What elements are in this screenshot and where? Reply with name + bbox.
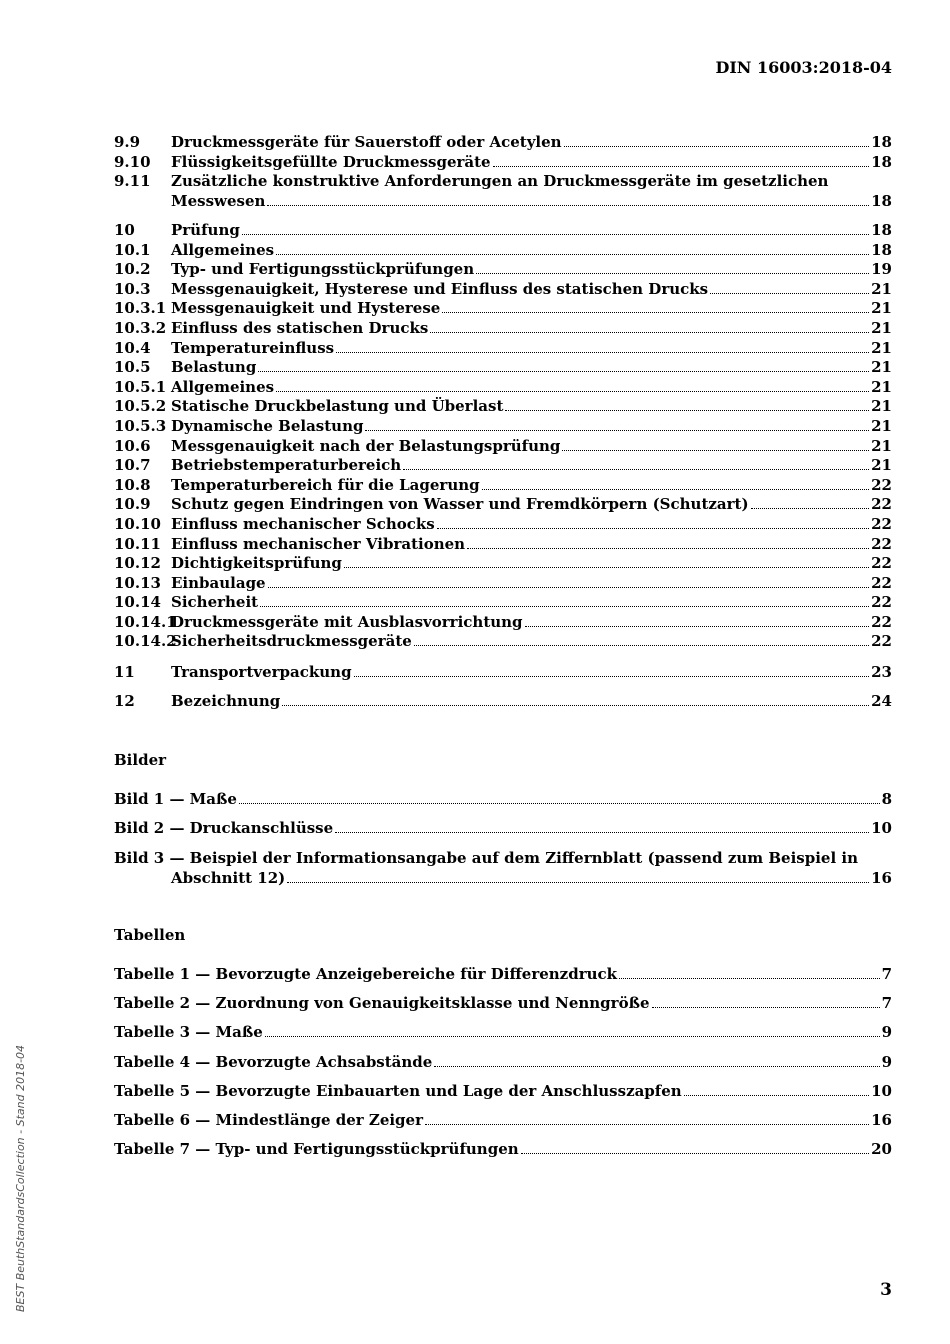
toc-number: 11 <box>114 663 135 681</box>
toc-number: 9.11 <box>114 172 151 191</box>
table-entry[interactable] <box>114 965 892 985</box>
toc-title: Messgenauigkeit, Hysterese und Einfluss des statischen Drucks <box>171 279 709 298</box>
toc-number: 9.10 <box>114 152 151 171</box>
table-title: Tabelle 4 — Bevorzugte Achsabstände <box>114 1052 433 1071</box>
toc-entry[interactable] <box>114 153 892 173</box>
toc-entry[interactable] <box>114 221 892 241</box>
toc-title: Transportverpackung <box>171 663 352 681</box>
dot-leader <box>258 371 869 372</box>
table-page: 7 <box>881 994 892 1013</box>
toc-entry[interactable] <box>114 692 892 712</box>
toc-entry[interactable] <box>114 593 892 613</box>
toc-number: 10.3 <box>114 279 151 298</box>
toc-entry[interactable] <box>114 378 892 398</box>
toc-page: 18 <box>871 221 892 239</box>
toc-entry[interactable] <box>114 437 892 457</box>
toc-page: 22 <box>871 593 892 612</box>
table-page: 7 <box>881 965 892 983</box>
dot-leader <box>564 146 870 147</box>
toc-page: 21 <box>871 436 892 455</box>
table-entry[interactable] <box>114 994 892 1014</box>
toc-entry[interactable] <box>114 339 892 359</box>
toc-number: 10.3.1 <box>114 299 167 318</box>
toc-page: 21 <box>871 456 892 475</box>
toc-page: 18 <box>871 191 892 210</box>
toc-page: 18 <box>871 133 892 151</box>
toc-number: 10.1 <box>114 240 151 259</box>
toc-number: 10.9 <box>114 495 151 514</box>
dot-leader <box>414 645 869 646</box>
toc-number: 10.7 <box>114 456 151 475</box>
table-title: Tabelle 5 — Bevorzugte Einbauarten und Lage der Anschlusszapfen <box>114 1081 682 1100</box>
toc-page: 22 <box>871 475 892 494</box>
toc-entry[interactable] <box>114 495 892 515</box>
figure-page: 8 <box>881 790 892 808</box>
toc-number: 10 <box>114 221 135 239</box>
figure-page: 16 <box>871 869 892 887</box>
toc-page: 22 <box>871 573 892 592</box>
toc-number: 10.2 <box>114 260 151 279</box>
toc-page: 21 <box>871 279 892 298</box>
toc-page: 21 <box>871 416 892 435</box>
dot-leader <box>335 832 869 833</box>
toc-title: Allgemeines <box>171 377 275 396</box>
dot-leader <box>239 803 880 804</box>
toc-title: Temperaturbereich für die Lagerung <box>171 475 480 494</box>
figures-heading: Bilder <box>114 751 167 769</box>
figure-title: Bild 3 — Beispiel der Informationsangabe auf dem Ziffernblatt (passend zum Beispiel in <box>114 849 858 867</box>
dot-leader <box>684 1095 869 1096</box>
toc-number: 10.12 <box>114 554 161 573</box>
toc-title: Dynamische Belastung <box>171 416 364 435</box>
toc-entry[interactable] <box>114 299 892 319</box>
toc-entry-continuation[interactable] <box>114 192 892 212</box>
toc-number: 10.10 <box>114 514 161 533</box>
table-entry[interactable] <box>114 1023 892 1043</box>
page-number: 3 <box>880 1280 892 1300</box>
table-title: Tabelle 1 — Bevorzugte Anzeigebereiche für Differenzdruck <box>114 965 618 983</box>
toc-entry[interactable] <box>114 476 892 496</box>
dot-leader <box>242 234 869 235</box>
toc-title: Bezeichnung <box>171 692 281 710</box>
toc-entry[interactable] <box>114 260 892 280</box>
toc-title: Zusätzliche konstruktive Anforderungen an Druckmessgeräte im gesetzlichen <box>171 172 829 191</box>
toc-page: 22 <box>871 612 892 631</box>
dot-leader <box>505 410 869 411</box>
table-title: Tabelle 2 — Zuordnung von Genauigkeitsklasse und Nenngröße <box>114 994 650 1013</box>
toc-title: Belastung <box>171 358 257 377</box>
toc-number: 10.14 <box>114 593 161 612</box>
toc-title: Schutz gegen Eindringen von Wasser und Fremdkörpern (Schutzart) <box>171 495 749 514</box>
toc-entry[interactable] <box>114 574 892 594</box>
toc-page: 21 <box>871 299 892 318</box>
toc-title: Allgemeines <box>171 240 275 259</box>
dot-leader <box>652 1007 880 1008</box>
dot-leader <box>467 548 869 549</box>
toc-number: 10.14.2 <box>114 632 177 651</box>
dot-leader <box>525 626 870 627</box>
toc-title: Typ- und Fertigungsstückprüfungen <box>171 260 475 279</box>
table-page: 16 <box>871 1111 892 1129</box>
table-entry[interactable] <box>114 1053 892 1073</box>
toc-page: 22 <box>871 632 892 651</box>
toc-entry[interactable] <box>114 417 892 437</box>
table-title: Tabelle 3 — Maße <box>114 1023 263 1042</box>
toc-title: Messgenauigkeit und Hysterese <box>171 299 441 318</box>
toc-entry[interactable] <box>114 554 892 574</box>
dot-leader <box>354 676 870 677</box>
toc-entry[interactable] <box>114 319 892 339</box>
toc-title: Sicherheit <box>171 593 259 612</box>
toc-entry[interactable] <box>114 663 892 683</box>
toc-number: 10.5.1 <box>114 377 167 396</box>
toc-page: 18 <box>871 240 892 259</box>
toc-section-12 <box>114 692 892 712</box>
toc-number: 10.14.1 <box>114 612 177 631</box>
dot-leader <box>265 1036 880 1037</box>
dot-leader <box>403 469 869 470</box>
dot-leader <box>430 332 869 333</box>
dot-leader <box>437 528 869 529</box>
dot-leader <box>344 567 869 568</box>
dot-leader <box>482 489 870 490</box>
table-entry[interactable] <box>114 1111 892 1131</box>
toc-section-10 <box>114 221 892 652</box>
toc-title: Flüssigkeitsgefüllte Druckmessgeräte <box>171 152 491 171</box>
toc-title: Betriebstemperaturbereich <box>171 456 402 475</box>
table-page: 9 <box>881 1023 892 1042</box>
figure-title: Bild 2 — Druckanschlüsse <box>114 819 334 837</box>
dot-leader <box>425 1124 869 1125</box>
dot-leader <box>260 606 869 607</box>
toc-title: Einfluss mechanischer Schocks <box>171 514 435 533</box>
toc-entry[interactable] <box>114 613 892 633</box>
dot-leader <box>521 1153 869 1154</box>
toc-title: Prüfung <box>171 221 240 239</box>
toc-page: 19 <box>871 260 892 279</box>
toc-entry[interactable] <box>114 397 892 417</box>
toc-entry[interactable] <box>114 241 892 261</box>
table-entry[interactable] <box>114 1082 892 1102</box>
toc-page: 22 <box>871 514 892 533</box>
dot-leader <box>287 882 869 883</box>
toc-title: Einbaulage <box>171 573 266 592</box>
dot-leader <box>619 978 880 979</box>
dot-leader <box>493 166 870 167</box>
dot-leader <box>562 450 869 451</box>
figure-entry[interactable] <box>114 819 892 839</box>
toc-entry[interactable] <box>114 515 892 535</box>
document-id: DIN 16003:2018-04 <box>715 58 892 77</box>
toc-number: 10.8 <box>114 475 151 494</box>
toc-entry[interactable] <box>114 535 892 555</box>
toc-section-9 <box>114 133 892 211</box>
dot-leader <box>751 508 870 509</box>
toc-title: Einfluss mechanischer Vibrationen <box>171 534 466 553</box>
toc-entry[interactable] <box>114 280 892 300</box>
toc-title: Temperatureinfluss <box>171 338 335 357</box>
table-page: 9 <box>881 1052 892 1071</box>
toc-title: Sicherheitsdruckmessgeräte <box>171 632 412 651</box>
toc-page: 21 <box>871 377 892 396</box>
toc-number: 10.13 <box>114 573 161 592</box>
dot-leader <box>476 273 869 274</box>
table-page: 20 <box>871 1140 892 1159</box>
toc-number: 10.5.2 <box>114 397 167 416</box>
toc-number: 10.5.3 <box>114 416 167 435</box>
dot-leader <box>710 293 869 294</box>
table-title: Tabelle 6 — Mindestlänge der Zeiger <box>114 1111 423 1129</box>
table-title: Tabelle 7 — Typ- und Fertigungsstückprüfungen <box>114 1140 519 1159</box>
toc-entry[interactable] <box>114 456 892 476</box>
table-page: 10 <box>871 1081 892 1100</box>
dot-leader <box>268 587 870 588</box>
dot-leader <box>282 705 869 706</box>
toc-number: 10.5 <box>114 358 151 377</box>
tables-heading: Tabellen <box>114 926 186 944</box>
figure-page: 10 <box>871 819 892 837</box>
dot-leader <box>442 312 869 313</box>
toc-page: 21 <box>871 358 892 377</box>
figure-title-continuation: Abschnitt 12) <box>171 869 286 887</box>
toc-entry[interactable] <box>114 632 892 652</box>
toc-page: 21 <box>871 397 892 416</box>
figure-title: Bild 1 — Maße <box>114 790 237 808</box>
toc-page: 23 <box>871 663 892 681</box>
toc-number: 10.4 <box>114 338 151 357</box>
dot-leader <box>434 1066 879 1067</box>
figure-entry[interactable] <box>114 848 892 888</box>
dot-leader <box>336 352 869 353</box>
toc-page: 24 <box>871 692 892 710</box>
toc-title: Druckmessgeräte mit Ausblasvorrichtung <box>171 612 523 631</box>
toc-page: 22 <box>871 554 892 573</box>
toc-number: 10.3.2 <box>114 318 167 337</box>
toc-number: 12 <box>114 692 135 710</box>
toc-number: 10.6 <box>114 436 151 455</box>
toc-title: Dichtigkeitsprüfung <box>171 554 342 573</box>
toc-page: 21 <box>871 338 892 357</box>
toc-title: Messgenauigkeit nach der Belastungsprüfung <box>171 436 561 455</box>
dot-leader <box>267 205 869 206</box>
dot-leader <box>276 391 869 392</box>
table-entry[interactable] <box>114 1140 892 1160</box>
toc-entry[interactable] <box>114 358 892 378</box>
toc-title: Messwesen <box>171 191 266 210</box>
toc-title: Einfluss des statischen Drucks <box>171 318 429 337</box>
toc-title: Druckmessgeräte für Sauerstoff oder Acetylen <box>171 133 562 151</box>
toc-number: 9.9 <box>114 133 141 151</box>
toc-page: 18 <box>871 152 892 171</box>
toc-number: 10.11 <box>114 534 161 553</box>
toc-page: 21 <box>871 318 892 337</box>
toc-page: 22 <box>871 534 892 553</box>
dot-leader <box>276 254 869 255</box>
toc-page: 22 <box>871 495 892 514</box>
toc-title: Statische Druckbelastung und Überlast <box>171 397 504 416</box>
dot-leader <box>365 430 869 431</box>
toc-section-11 <box>114 663 892 683</box>
toc-entry[interactable] <box>114 172 892 192</box>
figure-entry[interactable] <box>114 790 892 810</box>
toc-entry[interactable] <box>114 133 892 153</box>
watermark-text: BEST BeuthStandardsCollection - Stand 2018-04 <box>14 1044 27 1312</box>
